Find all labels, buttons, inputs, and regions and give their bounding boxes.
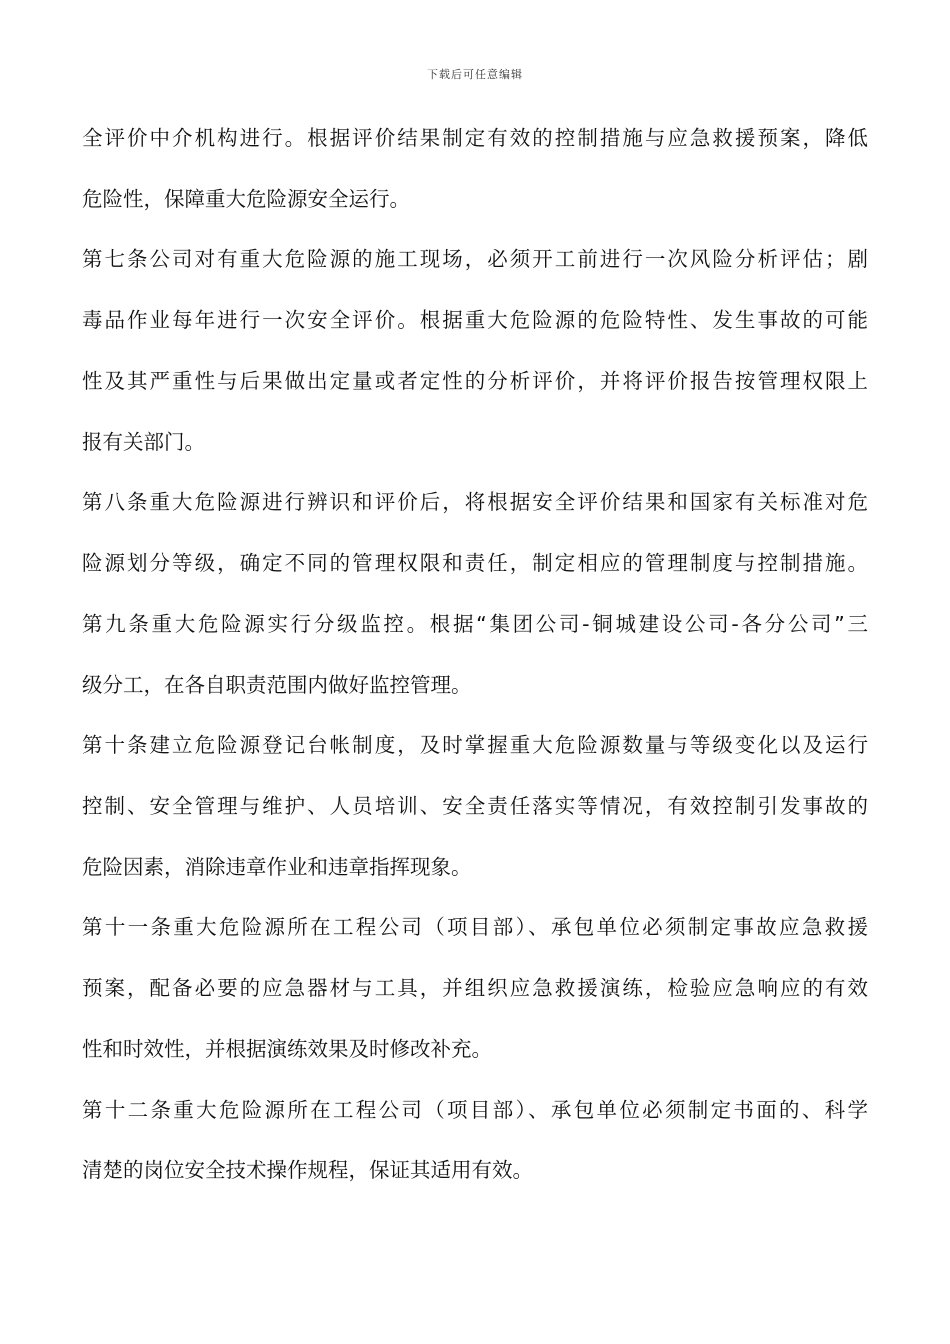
text-line-15: 预案，配备必要的应急器材与工具，并组织应急救援演练，检验应急响应的有效 [82, 976, 868, 1000]
text-line-13: 危险因素，消除违章作业和违章指挥现象。 [82, 855, 472, 879]
text-line-3: 第七条公司对有重大危险源的施工现场，必须开工前进行一次风险分析评估；剧 [82, 247, 868, 271]
text-line-10: 级分工，在各自职责范围内做好监控管理。 [82, 673, 472, 697]
text-line-1: 全评价中介机构进行。根据评价结果制定有效的控制措施与应急救援预案，降低 [82, 126, 868, 150]
text-line-4: 毒品作业每年进行一次安全评价。根据重大危险源的危险特性、发生事故的可能 [82, 308, 868, 332]
text-line-12: 控制、安全管理与维护、人员培训、安全责任落实等情况，有效控制引发事故的 [82, 794, 868, 818]
text-line-5: 性及其严重性与后果做出定量或者定性的分析评价，并将评价报告按管理权限上 [82, 369, 868, 393]
text-line-9: 第九条重大危险源实行分级监控。根据“集团公司-铜城建设公司-各分公司”三 [82, 612, 868, 636]
text-line-11: 第十条建立危险源登记台帐制度，及时掌握重大危险源数量与等级变化以及运行 [82, 733, 868, 757]
text-line-2: 危险性，保障重大危险源安全运行。 [82, 187, 410, 211]
page-header: 下载后可任意编辑 [427, 68, 523, 81]
text-line-14: 第十一条重大危险源所在工程公司（项目部）、承包单位必须制定事故应急救援 [82, 915, 868, 939]
text-line-18: 清楚的岗位安全技术操作规程，保证其适用有效。 [82, 1158, 533, 1182]
text-line-16: 性和时效性，并根据演练效果及时修改补充。 [82, 1037, 492, 1061]
text-line-8: 险源划分等级，确定不同的管理权限和责任，制定相应的管理制度与控制措施。 [82, 551, 868, 575]
text-line-17: 第十二条重大危险源所在工程公司（项目部）、承包单位必须制定书面的、科学 [82, 1098, 868, 1122]
text-line-7: 第八条重大危险源进行辨识和评价后，将根据安全评价结果和国家有关标准对危 [82, 490, 868, 514]
text-line-6: 报有关部门。 [82, 430, 205, 454]
